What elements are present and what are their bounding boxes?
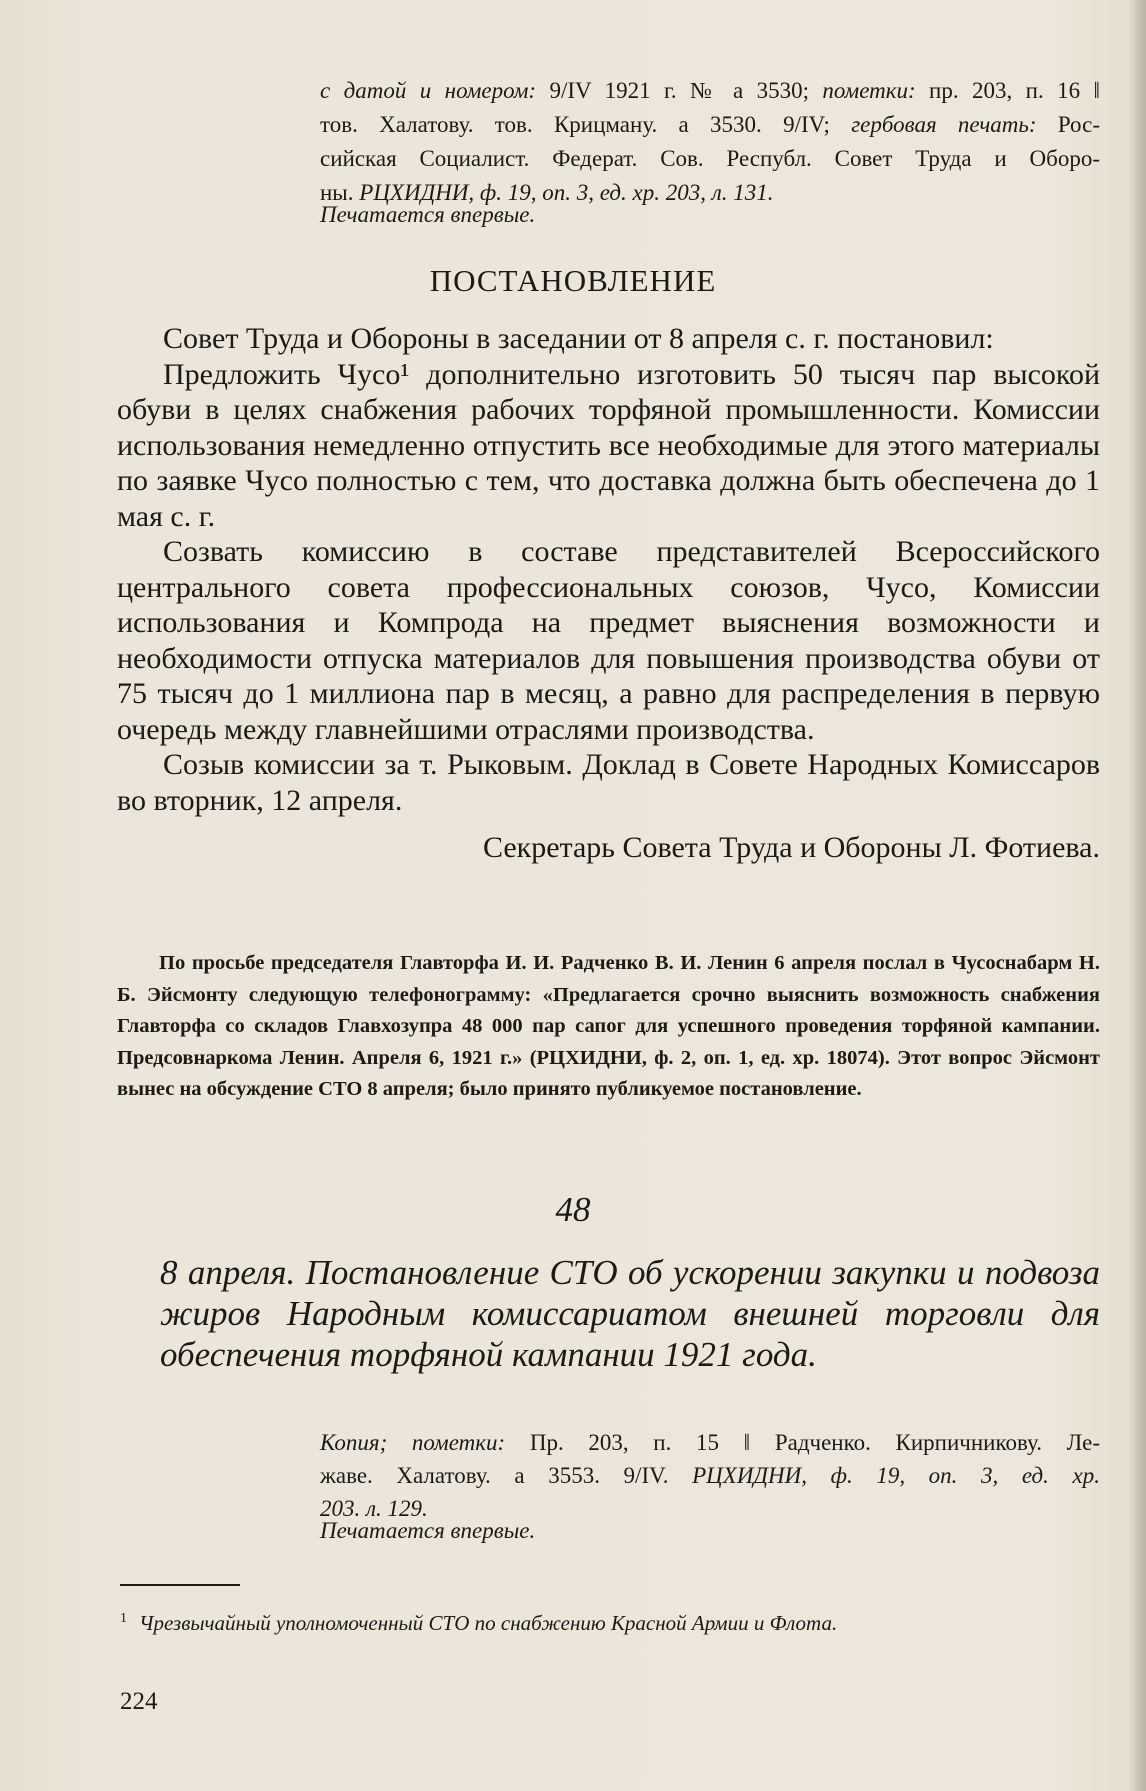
text-run: с датой и номером: <box>320 78 537 103</box>
archival-metadata <box>320 74 1100 210</box>
text-run: пометки: <box>822 78 916 103</box>
published-note: Печатается впервые. <box>320 202 536 227</box>
text-run: РЦХИДНИ, ф. 19, оп. 3, ед. хр. 203, л. 131. <box>359 180 774 205</box>
text-run: жаве. Халатову. а 3553. 9/IV. <box>320 1463 693 1488</box>
decree-paragraph: Созыв комиссии за т. Рыковым. Доклад в Совете Народных Комиссаров во вторник, 12 апреля. <box>117 748 1100 817</box>
decree-body <box>117 321 1100 866</box>
document-number: 48 <box>555 1190 591 1229</box>
text-run: РЦХИДНИ, ф. 19, оп. 3, ед. хр. <box>692 1463 1100 1488</box>
document-heading: 8 апреля. Постановление СТО об ускорении закупки и подвоза жиров Народным комиссариатом внешней торговли для обеспечения торфяной кампании 1921 года. <box>160 1253 1100 1374</box>
decree-signature: Секретарь Совета Труда и Обороны Л. Фотиева. <box>482 831 1100 864</box>
page-number: 224 <box>120 1688 158 1715</box>
document-metadata <box>320 1426 1100 1525</box>
footnote-rule <box>120 1584 240 1586</box>
meta2-line <box>320 1426 1100 1459</box>
footnote-marker: 1 <box>120 1611 127 1626</box>
decree-paragraph: Совет Труда и Обороны в заседании от 8 апреля с. г. постановил: <box>163 322 994 355</box>
editorial-note-text: По просьбе председателя Главторфа И. И. Радченко В. И. Ленин 6 апреля послал в Чусоснабарм Н. Б. Эйсмонту следующую телефонограмму: «Предлагается срочно выяснить возможность снабжения Главторфа со складов Главхозупра 48 000 пар сапог для успешного проведения торфяной кампании. Предсовнаркома Ленин. Апреля 6, 1921 г.» (РЦХИДНИ, ф. 2, оп. 1, ед. хр. 18074). Этот вопрос Эйсмонт вынес на обсуждение СТО 8 апреля; было принято публикуемое постановление. <box>117 952 1100 1100</box>
meta-line <box>320 142 1100 176</box>
text-run: гербовая печать: <box>851 112 1037 137</box>
text-run: 9/IV 1921 г. № а 3530; <box>536 78 823 103</box>
meta-line <box>320 108 1100 142</box>
decree-paragraph: Предложить Чусо¹ дополнительно изготовить 50 тысяч пар высокой обуви в целях снабжения рабочих торфяной промышленности. Комиссии использования немедленно отпустить все необходимые для этого материалы по заявке Чусо полностью с тем, что доставка должна быть обеспечена до 1 мая с. г. <box>117 357 1100 533</box>
text-run: тов. Халатову. тов. Крицману. а 3530. 9/IV; <box>320 112 852 137</box>
published-note-2: Печатается впервые. <box>320 1518 536 1543</box>
text-run: 203. л. 129. <box>320 1496 428 1521</box>
text-run: Пр. 203, п. 15 ‖ Радченко. Кирпичникову. Ле- <box>505 1430 1100 1455</box>
meta2-line <box>320 1459 1100 1492</box>
footnote-text: Чрезвычайный уполномоченный СТО по снабжению Красной Армии и Флота. <box>139 1611 838 1635</box>
text-run: пр. 203, п. 16 ‖ <box>915 78 1100 103</box>
decree-paragraph: Созвать комиссию в составе представителей Всероссийского центрального совета профессиональных союзов, Чусо, Комиссии использования и Компрода на предмет выяснения возможности и необходимости отпуска материалов для повышения производства обуви от 75 тысяч до 1 миллиона пар в месяц, а равно для распределения в первую очередь между главнейшими отраслями производства. <box>117 535 1100 746</box>
footnote <box>120 1602 1100 1640</box>
editorial-note <box>117 948 1100 1106</box>
text-run: Рос- <box>1036 112 1100 137</box>
text-run: Копия; пометки: <box>320 1430 506 1455</box>
text-run: сийская Социалист. Федерат. Сов. Республ. Совет Труда и Оборо- <box>320 146 1100 171</box>
decree-title: ПОСТАНОВЛЕНИЕ <box>429 263 717 298</box>
meta-line <box>320 74 1100 108</box>
text-run: ны. <box>320 180 360 205</box>
